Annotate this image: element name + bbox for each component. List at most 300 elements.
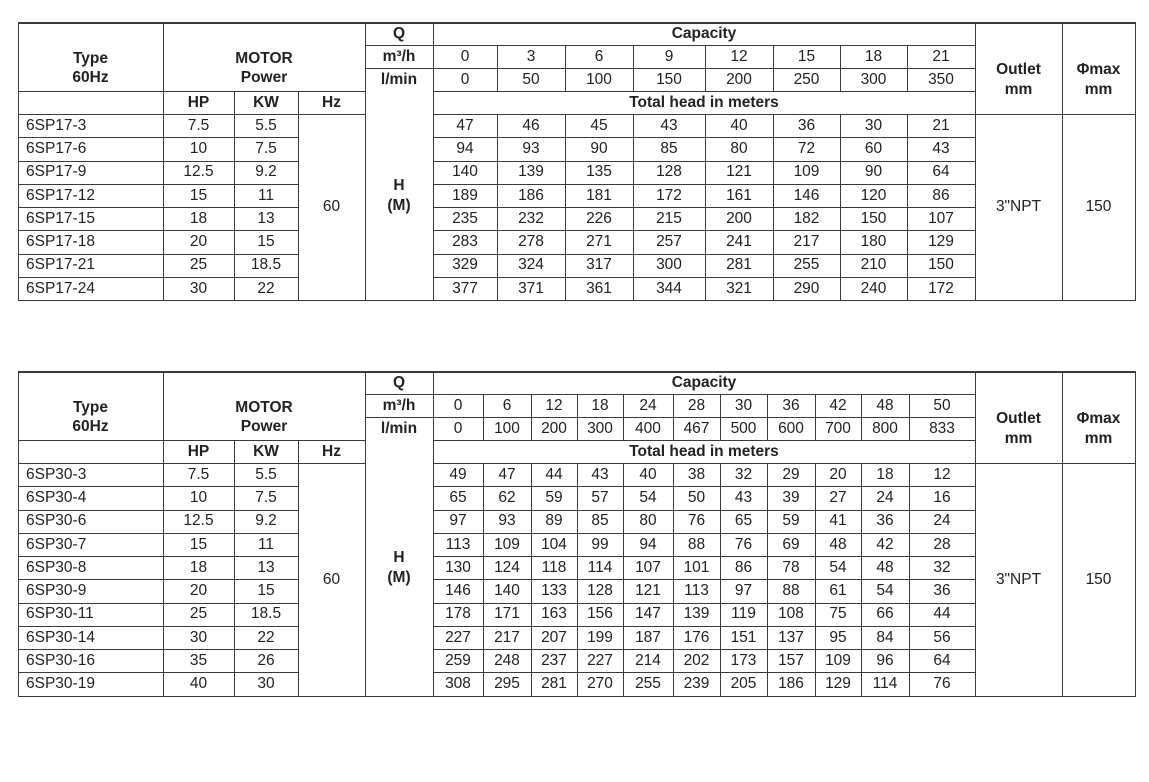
table1-head-cell: 290 <box>793 279 820 297</box>
grid-line <box>18 22 19 300</box>
table2-m3h-value: 48 <box>876 396 894 414</box>
table1-hp-header: HP <box>187 93 210 111</box>
table1-head-cell: 94 <box>456 140 474 158</box>
table1-head-cell: 30 <box>864 116 883 134</box>
grid-line <box>18 277 298 278</box>
table1-head-cell: 283 <box>452 233 478 251</box>
table2-head-cell: 48 <box>829 535 847 553</box>
grid-line <box>565 114 566 300</box>
table2-hp-cell: 25 <box>189 605 208 623</box>
table2-head-cell: 97 <box>449 512 467 530</box>
table2-head-cell: 114 <box>587 558 613 576</box>
table2-model-cell: 6SP30-9 <box>26 582 87 600</box>
grid-line <box>433 440 975 441</box>
table2-hz-header: Hz <box>322 442 341 460</box>
grid-line <box>18 649 298 650</box>
grid-line <box>531 417 532 440</box>
grid-line <box>433 91 975 92</box>
table2-head-cell: 118 <box>541 558 567 576</box>
table2-head-cell: 173 <box>730 651 757 669</box>
table2-head-cell: 54 <box>829 558 847 576</box>
table2-total-head-header: Total head in meters <box>629 442 779 460</box>
table2-head-cell: 93 <box>498 512 516 530</box>
grid-line <box>433 277 975 278</box>
table1-lmin-value: 200 <box>726 70 752 88</box>
grid-line <box>365 22 366 300</box>
table2-head-cell: 42 <box>876 535 894 553</box>
table2-head-cell: 108 <box>778 605 804 623</box>
grid-line <box>497 45 498 68</box>
grid-line <box>18 207 298 208</box>
table2-head-cell: 128 <box>587 582 613 600</box>
table2-head-cell: 259 <box>445 651 471 669</box>
table2-head-cell: 239 <box>683 675 710 693</box>
table1-outlet-value: 3"NPT <box>995 198 1042 216</box>
table2-head-cell: 28 <box>933 535 951 553</box>
grid-line <box>365 68 975 69</box>
table1-hp-cell: 25 <box>189 256 208 274</box>
table2-head-cell: 137 <box>778 628 804 646</box>
grid-line <box>705 114 706 300</box>
table1-head-cell: 72 <box>797 140 816 158</box>
table2-kw-cell: 11 <box>257 535 275 553</box>
table1-model-cell: 6SP17-15 <box>26 209 95 227</box>
table2-m3h-value: 28 <box>687 396 706 414</box>
table1-lmin-value: 0 <box>460 70 470 88</box>
table2-head-cell: 129 <box>825 675 851 693</box>
table1-head-cell: 64 <box>932 163 950 181</box>
table1-head-cell: 46 <box>522 116 540 134</box>
table2-head-cell: 29 <box>782 465 800 483</box>
grid-line <box>773 45 774 68</box>
grid-line <box>433 649 975 650</box>
table2-lmin-value: 467 <box>683 419 710 437</box>
grid-line <box>497 114 498 300</box>
table1-head-cell: 45 <box>590 116 608 134</box>
table2-lmin-value: 200 <box>541 419 567 437</box>
table1-outlet-header-line-1: Outlet <box>996 61 1041 79</box>
grid-line <box>673 417 674 440</box>
table1-head-cell: 93 <box>522 140 540 158</box>
table2-head-cell: 147 <box>635 605 661 623</box>
table2-head-cell: 94 <box>639 535 657 553</box>
table2-head-cell: 54 <box>639 489 657 507</box>
table1-head-cell: 257 <box>656 233 682 251</box>
table1-head-cell: 161 <box>726 186 752 204</box>
table2-head-cell: 57 <box>591 489 609 507</box>
table1-motor-header-line-1: MOTOR <box>235 49 293 67</box>
table1-m3h-value: 9 <box>664 47 674 65</box>
grid-line <box>433 579 975 580</box>
table2-outlet-value: 3"NPT <box>995 570 1042 588</box>
table1-lmin-value: 350 <box>928 70 954 88</box>
grid-line <box>1062 22 1063 300</box>
table1-head-cell: 109 <box>793 163 820 181</box>
table2-model-cell: 6SP30-3 <box>26 465 87 483</box>
table1-dmax-header-line-1: Φmax <box>1076 61 1121 79</box>
grid-line <box>163 22 164 300</box>
table2-model-cell: 6SP30-19 <box>26 675 95 693</box>
table2-head-cell: 32 <box>933 558 951 576</box>
table2-head-cell: 59 <box>782 512 800 530</box>
table1-head-cell: 86 <box>932 186 950 204</box>
table1-head-cell: 140 <box>452 163 478 181</box>
table2-head-cell: 65 <box>734 512 753 530</box>
table1-q-label: Q <box>392 24 406 42</box>
table2-head-cell: 114 <box>872 675 898 693</box>
table2-head-cell: 163 <box>541 605 567 623</box>
table1-m3h-value: 3 <box>526 47 536 65</box>
table2-head-cell: 139 <box>683 605 710 623</box>
table2-hp-header: HP <box>187 442 210 460</box>
grid-line <box>720 463 721 696</box>
table2-kw-cell: 5.5 <box>255 465 277 483</box>
table2-motor-header-line-1: MOTOR <box>235 398 293 416</box>
table2-head-cell: 69 <box>782 535 800 553</box>
table2-kw-cell: 9.2 <box>255 512 277 530</box>
table1-head-cell: 186 <box>518 186 544 204</box>
grid-line <box>298 91 299 300</box>
table2-head-cell: 24 <box>876 489 894 507</box>
grid-line <box>1062 371 1063 696</box>
table1-lmin-label: l/min <box>380 70 418 88</box>
grid-line <box>433 22 434 300</box>
table2-head-cell: 207 <box>541 628 567 646</box>
table1-hz-header: Hz <box>322 93 341 111</box>
grid-line <box>433 230 975 231</box>
table2-head-cell: 186 <box>778 675 804 693</box>
table2-outlet-header-line-1: Outlet <box>996 410 1041 428</box>
grid-line <box>1135 22 1136 300</box>
table1-m3h-value: 6 <box>594 47 604 65</box>
table2-h-label-line-1: H <box>393 549 405 567</box>
table1-head-cell: 139 <box>518 163 544 181</box>
table1-lmin-value: 250 <box>793 70 820 88</box>
grid-line <box>975 22 976 300</box>
table2-bottom-border <box>18 696 1136 697</box>
table1-type-header-line-2: 60Hz <box>72 69 109 86</box>
grid-line <box>720 417 721 440</box>
table2-capacity-header: Capacity <box>671 373 737 391</box>
grid-line <box>565 45 566 68</box>
grid-line <box>861 463 862 696</box>
table2-head-cell: 113 <box>684 582 709 600</box>
grid-line <box>18 184 298 185</box>
grid-line <box>365 417 975 418</box>
grid-line <box>633 68 634 91</box>
table2-head-cell: 295 <box>494 675 520 693</box>
grid-line <box>18 463 365 464</box>
table1-m3h-value: 12 <box>730 47 748 65</box>
grid-line <box>163 371 164 696</box>
grid-line <box>975 371 976 696</box>
table2-lmin-label: l/min <box>380 419 418 437</box>
table2-head-cell: 157 <box>778 651 804 669</box>
table1-head-cell: 321 <box>726 279 752 297</box>
table1-lmin-value: 100 <box>586 70 612 88</box>
table2-head-cell: 101 <box>683 558 710 576</box>
table2-head-cell: 65 <box>449 489 467 507</box>
table1-hp-cell: 15 <box>189 186 208 204</box>
table2-head-cell: 76 <box>933 675 951 693</box>
grid-line <box>433 137 975 138</box>
table2-model-cell: 6SP30-4 <box>26 489 87 507</box>
grid-line <box>18 91 163 92</box>
grid-line <box>720 394 721 417</box>
table2-head-cell: 119 <box>731 605 756 623</box>
grid-line <box>483 394 484 417</box>
table2-dmax-value: 150 <box>1085 570 1112 588</box>
table1-head-cell: 278 <box>518 233 544 251</box>
table1-dmax-value: 150 <box>1085 198 1112 216</box>
table2-head-cell: 78 <box>782 558 800 576</box>
grid-line <box>840 45 841 68</box>
table1-head-cell: 255 <box>793 256 820 274</box>
grid-line <box>907 45 908 68</box>
table2-head-cell: 255 <box>635 675 661 693</box>
table2-model-cell: 6SP30-14 <box>26 628 95 646</box>
table1-head-cell: 344 <box>656 279 682 297</box>
table1-capacity-header: Capacity <box>671 24 737 42</box>
table2-dmax-header-line-1: Φmax <box>1076 410 1121 428</box>
grid-line <box>815 463 816 696</box>
table2-head-cell: 133 <box>541 582 567 600</box>
table2-hp-cell: 40 <box>189 675 208 693</box>
table2-head-cell: 176 <box>683 628 710 646</box>
table1-model-cell: 6SP17-24 <box>26 279 95 297</box>
table1-kw-header: KW <box>253 93 279 111</box>
grid-line <box>497 68 498 91</box>
grid-line <box>577 463 578 696</box>
table2-head-cell: 121 <box>635 582 661 600</box>
table1-head-cell: 271 <box>586 233 612 251</box>
table1-head-cell: 300 <box>656 256 682 274</box>
table2-kw-cell: 30 <box>257 675 275 693</box>
table1-head-cell: 232 <box>518 209 544 227</box>
grid-line <box>234 91 235 300</box>
table2-head-cell: 54 <box>876 582 894 600</box>
grid-line <box>433 603 975 604</box>
table1-m3h-value: 15 <box>797 47 816 65</box>
grid-line <box>1135 371 1136 696</box>
table2-head-cell: 124 <box>494 558 520 576</box>
table2-type-header-line-1: Type <box>72 398 109 416</box>
table1-head-cell: 107 <box>928 209 954 227</box>
table2-model-cell: 6SP30-6 <box>26 512 87 530</box>
table2-head-cell: 76 <box>687 512 706 530</box>
table2-hp-cell: 15 <box>189 535 208 553</box>
table2-head-cell: 80 <box>639 512 657 530</box>
table2-head-cell: 281 <box>541 675 567 693</box>
table2-lmin-value: 600 <box>778 419 804 437</box>
table1-model-cell: 6SP17-3 <box>26 116 87 134</box>
table2-head-cell: 49 <box>449 465 467 483</box>
table1-head-cell: 40 <box>730 116 748 134</box>
table2-m3h-value: 30 <box>734 396 753 414</box>
table1-head-cell: 90 <box>864 163 883 181</box>
table1-lmin-value: 300 <box>860 70 887 88</box>
table1-head-cell: 377 <box>452 279 478 297</box>
table2-head-cell: 130 <box>445 558 471 576</box>
table2-type-header <box>18 371 163 463</box>
grid-line <box>577 417 578 440</box>
table2-head-cell: 88 <box>687 535 706 553</box>
table1-head-cell: 36 <box>797 116 816 134</box>
table2-head-cell: 140 <box>494 582 520 600</box>
table1-hp-cell: 10 <box>189 140 208 158</box>
table1-head-cell: 146 <box>793 186 820 204</box>
table2-head-cell: 44 <box>545 465 563 483</box>
table2-head-cell: 248 <box>494 651 520 669</box>
grid-line <box>365 394 975 395</box>
table1-head-cell: 210 <box>860 256 887 274</box>
table2-m3h-value: 18 <box>591 396 609 414</box>
table2-head-cell: 27 <box>829 489 847 507</box>
table1-hp-cell: 12.5 <box>183 163 214 181</box>
table1-head-cell: 121 <box>726 163 752 181</box>
table1-head-cell: 150 <box>928 256 954 274</box>
table2-m3h-value: 24 <box>639 396 657 414</box>
table1-head-cell: 200 <box>726 209 752 227</box>
grid-line <box>633 45 634 68</box>
table1-h-label-line-1: H <box>393 177 405 195</box>
table2-hp-cell: 10 <box>189 489 208 507</box>
table1-head-cell: 150 <box>860 209 887 227</box>
table1-head-cell: 226 <box>586 209 612 227</box>
table1-kw-cell: 15 <box>257 233 275 251</box>
table2-head-cell: 178 <box>445 605 471 623</box>
table2-lmin-value: 100 <box>494 419 520 437</box>
table2-head-cell: 66 <box>876 605 894 623</box>
table2-head-cell: 85 <box>591 512 609 530</box>
table2-head-cell: 104 <box>541 535 567 553</box>
table1-head-cell: 85 <box>660 140 678 158</box>
table2-head-cell: 24 <box>933 512 951 530</box>
table2-head-cell: 39 <box>782 489 800 507</box>
table1-head-cell: 43 <box>932 140 950 158</box>
table2-head-cell: 38 <box>687 465 706 483</box>
grid-line <box>840 68 841 91</box>
table1-motor-header-line-2: Power <box>240 69 288 86</box>
grid-line <box>623 463 624 696</box>
table1-head-cell: 21 <box>932 116 950 134</box>
table1-h-label <box>365 91 433 300</box>
grid-line <box>433 371 434 696</box>
grid-line <box>18 371 19 696</box>
table1-head-cell: 324 <box>518 256 544 274</box>
table1-kw-cell: 13 <box>257 209 275 227</box>
grid-line <box>815 394 816 417</box>
grid-line <box>433 486 975 487</box>
table1-m3h-value: 18 <box>864 47 883 65</box>
table2-head-cell: 156 <box>587 605 613 623</box>
table1-kw-cell: 11 <box>257 186 275 204</box>
grid-line <box>433 254 975 255</box>
table1-head-cell: 181 <box>586 186 612 204</box>
grid-line <box>433 184 975 185</box>
table1-lmin-value: 50 <box>522 70 540 88</box>
table2-head-cell: 171 <box>494 605 520 623</box>
table1-model-cell: 6SP17-9 <box>26 163 87 181</box>
table2-head-cell: 99 <box>591 535 609 553</box>
grid-line <box>531 394 532 417</box>
table2-h-label-line-2: (M) <box>387 568 411 586</box>
table1-model-cell: 6SP17-21 <box>26 256 95 274</box>
table2-m3h-value: 12 <box>545 396 563 414</box>
table1-hp-cell: 20 <box>189 233 208 251</box>
table2-head-cell: 97 <box>734 582 753 600</box>
table2-kw-cell: 7.5 <box>255 489 277 507</box>
table2-head-cell: 199 <box>587 628 613 646</box>
table2-q-label: Q <box>392 373 406 391</box>
table2-head-cell: 56 <box>933 628 951 646</box>
table2-top-border <box>18 371 1136 373</box>
table2-head-cell: 146 <box>445 582 471 600</box>
table2-m3h-value: 6 <box>502 396 512 414</box>
table2-head-cell: 62 <box>498 489 516 507</box>
table1-model-cell: 6SP17-6 <box>26 140 87 158</box>
table2-head-cell: 76 <box>734 535 753 553</box>
table2-kw-cell: 18.5 <box>250 605 282 623</box>
table1-head-cell: 215 <box>656 209 682 227</box>
table2-head-cell: 50 <box>687 489 706 507</box>
grid-line <box>18 440 163 441</box>
table1-outlet-header-line-2: mm <box>1004 80 1033 98</box>
grid-line <box>773 114 774 300</box>
table1-type-header-line-1: Type <box>72 49 109 67</box>
grid-line <box>815 417 816 440</box>
table1-kw-cell: 22 <box>257 279 275 297</box>
table2-head-cell: 217 <box>494 628 520 646</box>
grid-line <box>18 603 298 604</box>
table2-hp-cell: 20 <box>189 582 208 600</box>
table2-head-cell: 214 <box>635 651 661 669</box>
grid-line <box>433 510 975 511</box>
table1-head-cell: 80 <box>730 140 748 158</box>
table1-head-cell: 90 <box>590 140 608 158</box>
grid-line <box>18 556 298 557</box>
grid-line <box>163 91 365 92</box>
grid-line <box>909 463 910 696</box>
table1-type-header <box>18 22 163 114</box>
table2-kw-cell: 13 <box>257 558 275 576</box>
table1-head-cell: 241 <box>726 233 752 251</box>
table2-head-cell: 227 <box>445 628 471 646</box>
grid-line <box>673 463 674 696</box>
table1-kw-cell: 18.5 <box>250 256 282 274</box>
table2-head-cell: 308 <box>445 675 471 693</box>
table2-lmin-value: 800 <box>872 419 898 437</box>
table2-hz-value: 60 <box>322 570 341 588</box>
table2-lmin-value: 400 <box>635 419 661 437</box>
grid-line <box>433 114 1136 115</box>
table2-model-cell: 6SP30-11 <box>26 605 94 623</box>
grid-line <box>433 207 975 208</box>
grid-line <box>433 556 975 557</box>
table2-head-cell: 48 <box>876 558 894 576</box>
table1-head-cell: 371 <box>518 279 544 297</box>
grid-line <box>18 114 365 115</box>
table1-head-cell: 361 <box>586 279 612 297</box>
grid-line <box>531 463 532 696</box>
table1-hp-cell: 7.5 <box>187 116 210 134</box>
table2-m3h-value: 0 <box>453 396 463 414</box>
table2-m3h-value: 36 <box>782 396 800 414</box>
table1-head-cell: 128 <box>656 163 682 181</box>
table2-head-cell: 36 <box>933 582 951 600</box>
table2-head-cell: 16 <box>933 489 951 507</box>
table1-head-cell: 180 <box>860 233 887 251</box>
